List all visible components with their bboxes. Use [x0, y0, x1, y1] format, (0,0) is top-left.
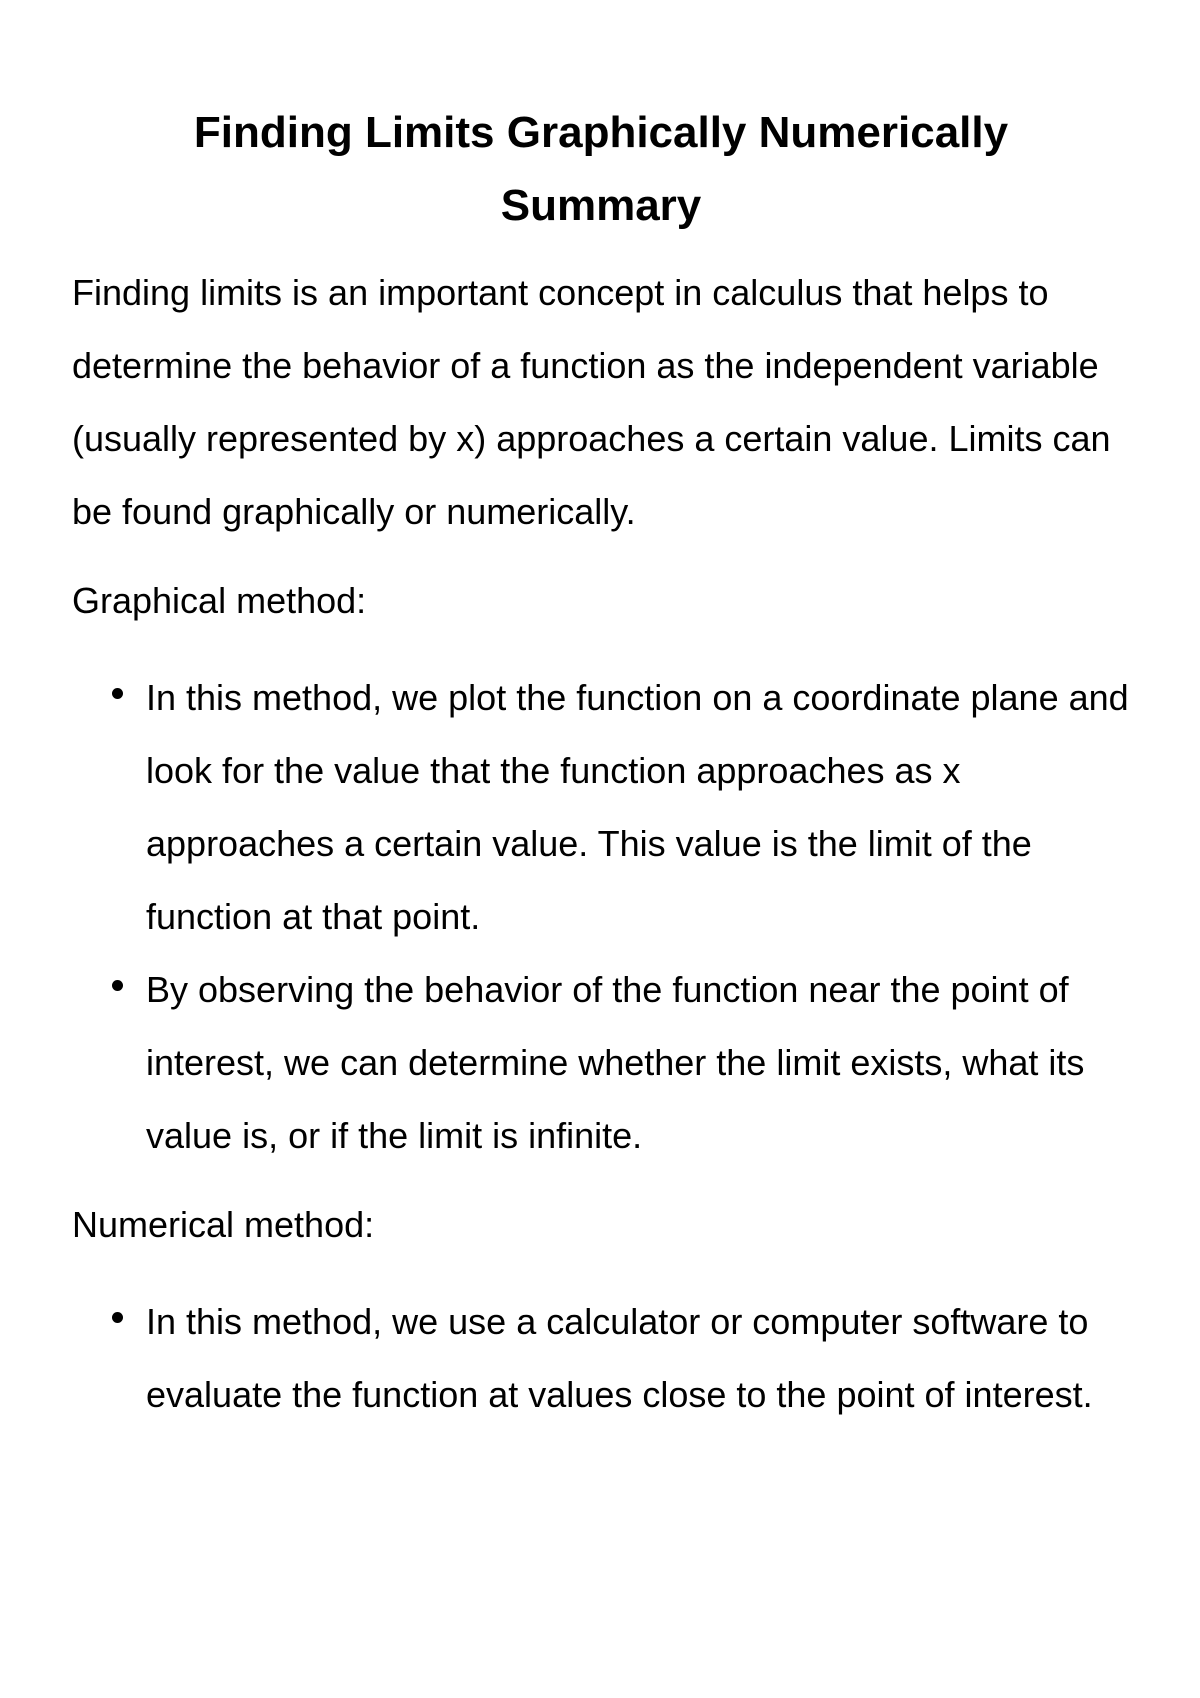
list-item [72, 661, 1130, 953]
bullet-icon [112, 1312, 123, 1323]
bullet-icon [112, 688, 123, 699]
document-title: Finding Limits Graphically Numerically Summary [193, 108, 1009, 230]
list-item [72, 953, 1130, 1172]
document-page [72, 96, 1130, 1431]
intro-paragraph: Finding limits is an important concept in calculus that helps to determine the behavior of a function as the independent variable (usually represented by x) approaches a certain value. Limits can be found graphically or numerically. [72, 272, 1111, 532]
numerical-method-heading: Numerical method: [72, 1204, 375, 1245]
list-item-text: By observing the behavior of the function near the point of interest, we can determine whether the limit exists, what its value is, or if the limit is infinite. [146, 969, 1085, 1156]
bullet-icon [112, 980, 123, 991]
graphical-method-heading: Graphical method: [72, 580, 367, 621]
numerical-method-list [72, 1285, 1130, 1431]
list-item [72, 1285, 1130, 1431]
list-item-text: In this method, we plot the function on a coordinate plane and look for the value that the function approaches as x approaches a certain value. This value is the limit of the function at that point. [146, 677, 1129, 937]
list-item-text: In this method, we use a calculator or computer software to evaluate the function at values close to the point of interest. [146, 1301, 1093, 1415]
graphical-method-list [72, 661, 1130, 1172]
